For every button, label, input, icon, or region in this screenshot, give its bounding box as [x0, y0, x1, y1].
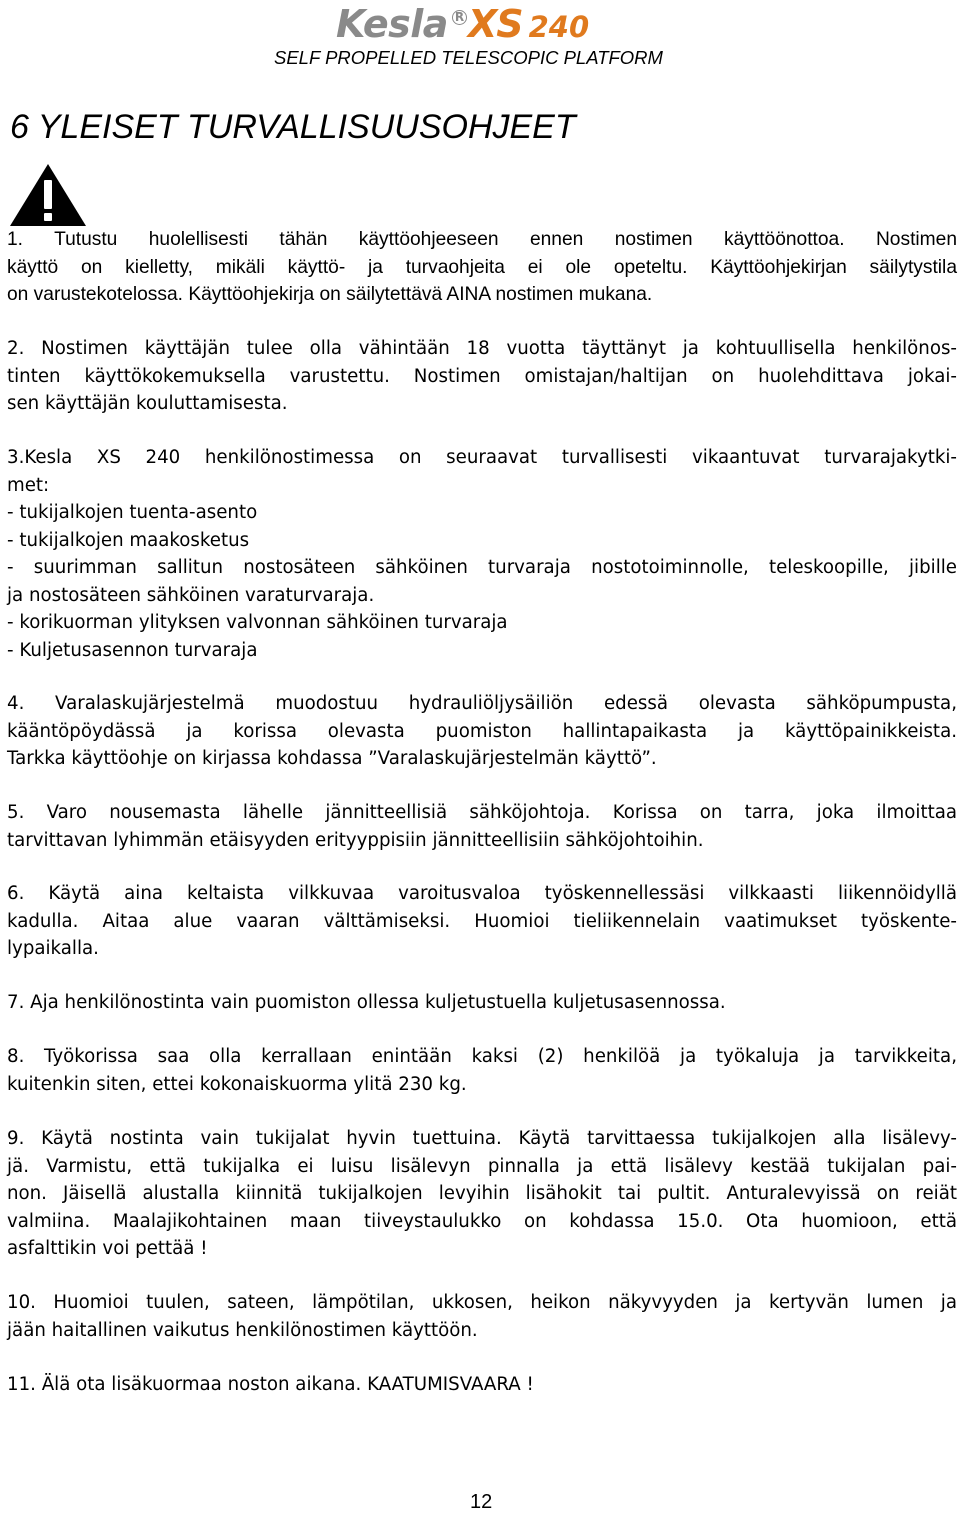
text-line: käyttö on kielletty, mikäli käyttö- ja turvaohjeita ei ole opeteltu. Käyttöohjekirjan säilytystila	[7, 256, 957, 278]
text-line: 3.Kesla XS 240 henkilönostimessa on seuraavat turvallisesti vikaantuvat turvarajakytki-	[7, 447, 957, 468]
page-number: 12	[470, 1491, 493, 1513]
logo-model: XS	[467, 2, 523, 46]
text-line: sen käyttäjän kouluttamisesta.	[7, 393, 288, 414]
paragraph-11	[7, 1371, 957, 1399]
text-line: kuitenkin siten, ettei kokonaiskuorma ylitä 230 kg.	[7, 1073, 467, 1095]
text-line: 2. Nostimen käyttäjän tulee olla vähintään 18 vuotta täyttänyt ja kohtuullisella henkilönos-	[7, 338, 957, 359]
text-line: 7. Aja henkilönostinta vain puomiston ollessa kuljetustuella kuljetusasennossa.	[7, 992, 726, 1013]
text-line: 6. Käytä aina keltaista vilkkuvaa varoitusvaloa työskennellessäsi vilkkaasti liikennöidyllä	[7, 883, 957, 904]
kesla-xs-240-logo	[336, 2, 590, 46]
paragraph-4	[7, 690, 957, 773]
text-line: kadulla. Aitaa alue vaaran välttämiseksi. Huomioi tieliikennelain vaatimukset työskente-	[7, 910, 957, 932]
text-line: asfalttikin voi pettää !	[7, 1238, 208, 1259]
list-item: - suurimman sallitun nostosäteen sähköinen turvaraja nostotoiminnolle, teleskoopille, jibille	[7, 557, 957, 578]
text-line: non. Jäisellä alustalla kiinnitä tukijalkojen levyihin lisähokit tai pultit. Anturalevyissä on reiät	[7, 1183, 957, 1204]
text-line: valmiina. Maalajikohtainen maan tiiveystaulukko on kohdassa 15.0. Ota huomioon, että	[7, 1210, 957, 1232]
paragraph-8	[7, 1043, 957, 1098]
list-item: - Kuljetusasennon turvaraja	[7, 639, 258, 661]
list-item: - korikuorman ylityksen valvonnan sähköinen turvaraja	[7, 612, 508, 633]
logo-brand: Kesla	[336, 2, 448, 46]
header-subtitle: SELF PROPELLED TELESCOPIC PLATFORM	[274, 47, 663, 68]
paragraph-3	[7, 444, 957, 664]
paragraph-10	[7, 1289, 957, 1344]
text-line: tinten käyttökokemuksella varustettu. Nostimen omistajan/haltijan on huolehdittava jokai-	[7, 365, 957, 387]
paragraph-7	[7, 989, 957, 1017]
text-line: 1. Tutustu huolellisesti tähän käyttöohjeeseen ennen nostimen käyttöönottoa. Nostimen	[7, 229, 957, 250]
text-line: 9. Käytä nostinta vain tukijalat hyvin tuettuina. Käytä tarvittaessa tukijalkojen alla lisälevy-	[7, 1128, 957, 1149]
paragraph-2	[7, 335, 957, 418]
paragraph-1	[7, 226, 957, 309]
text-line: 4. Varalaskujärjestelmä muodostuu hydrauliöljysäiliön edessä olevasta sähköpumpusta,	[7, 693, 957, 714]
paragraph-9	[7, 1125, 957, 1263]
text-line: jä. Varmistu, että tukijalka ei luisu lisälevyn pinnalla ja että lisälevy kestää tukijalan pai-	[7, 1155, 957, 1177]
list-item: - tukijalkojen maakosketus	[7, 529, 250, 551]
text-line: 11. Älä ota lisäkuormaa noston aikana. KAATUMISVAARA !	[7, 1374, 534, 1395]
text-line: 10. Huomioi tuulen, sateen, lämpötilan, ukkosen, heikon näkyvyyden ja kertyvän lumen ja	[7, 1292, 957, 1313]
list-item: - tukijalkojen tuenta-asento	[7, 502, 258, 523]
list-item: ja nostosäteen sähköinen varaturvaraja.	[7, 584, 375, 606]
paragraph-6	[7, 880, 957, 963]
logo-model-number: 240	[528, 10, 590, 44]
text-line: on varustekotelossa. Käyttöohjekirja on säilytettävä AINA nostimen mukana.	[7, 284, 653, 305]
page-title: 6 YLEISET TURVALLISUUSOHJEET	[10, 108, 576, 146]
text-line: kääntöpöydässä ja korissa olevasta puomiston hallintapaikasta ja käyttöpainikkeista.	[7, 720, 957, 742]
text-line: lypaikalla.	[7, 938, 99, 959]
text-line: jään haitallinen vaikutus henkilönostimen käyttöön.	[7, 1319, 478, 1341]
text-line: met:	[7, 474, 50, 496]
text-line: Tarkka käyttöohje on kirjassa kohdassa ”Varalaskujärjestelmän käyttö”.	[7, 748, 657, 769]
text-line: 8. Työkorissa saa olla kerrallaan enintään kaksi (2) henkilöä ja työkaluja ja tarvikkeita,	[7, 1046, 957, 1067]
registered-mark-icon: R	[452, 10, 467, 25]
warning-triangle-icon	[8, 162, 88, 228]
page-header	[0, 0, 960, 80]
text-line: 5. Varo nousemasta lähelle jännitteellisiä sähköjohtoja. Korissa on tarra, joka ilmoittaa	[7, 802, 957, 823]
paragraph-5	[7, 799, 957, 854]
text-line: tarvittavan lyhimmän etäisyyden erityyppisiin jännitteellisiin sähköjohtoihin.	[7, 829, 704, 851]
